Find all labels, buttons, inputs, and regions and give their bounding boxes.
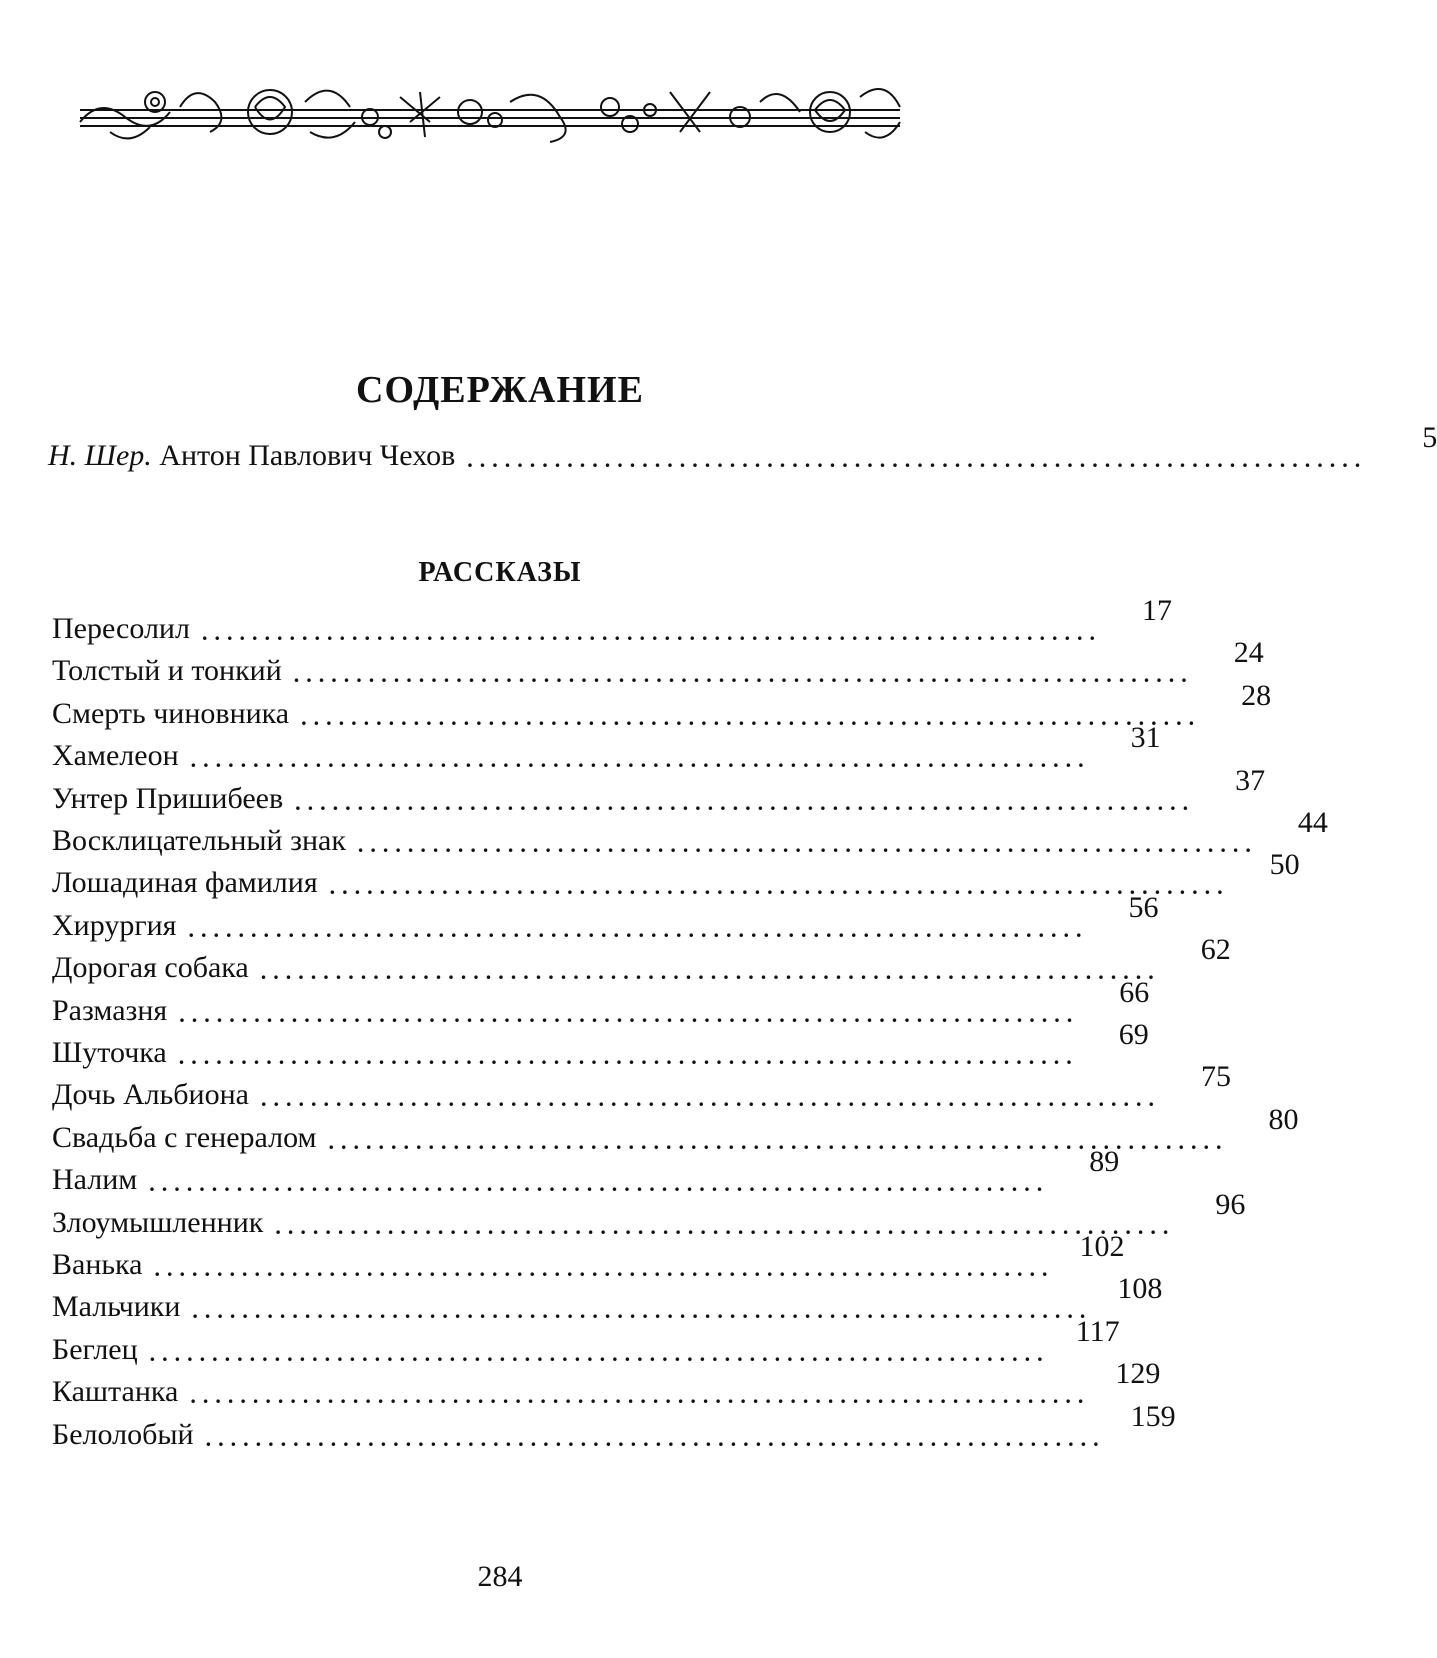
toc-entry-page: 69 xyxy=(1118,1018,1149,1051)
toc-entry-page: 50 xyxy=(1269,848,1300,882)
toc-entry[interactable] xyxy=(52,1272,1163,1327)
toc-entry-page: 37 xyxy=(1235,763,1266,797)
toc-entry-page: 24 xyxy=(1233,636,1264,670)
toc-entry-page: 89 xyxy=(1089,1145,1120,1179)
leader-dots: ........................................................................ xyxy=(467,447,1368,472)
toc-entry-author: Н. Шер. xyxy=(48,439,152,472)
leader-dots: ........................................................................ xyxy=(357,832,1258,857)
toc-entry-page: 129 xyxy=(1115,1357,1161,1391)
toc-entry-page: 66 xyxy=(1119,975,1150,1009)
toc-entry-intro[interactable] xyxy=(48,421,1437,476)
leader-dots: ........................................................................ xyxy=(201,620,1102,645)
page-title: СОДЕРЖАНИЕ xyxy=(356,369,644,411)
toc-entry-label: Белолобый xyxy=(52,1417,194,1451)
leader-dots: ........................................................................ xyxy=(301,704,1202,730)
toc-entry-label: Ванька xyxy=(52,1248,143,1281)
floral-border-icon xyxy=(70,62,910,162)
toc-entry-label: Шуточка xyxy=(52,1036,167,1069)
toc-entry-page: 80 xyxy=(1268,1102,1299,1136)
toc-entry[interactable] xyxy=(52,975,1150,1031)
leader-dots: ........................................................................ xyxy=(154,1256,1055,1281)
toc-entry[interactable] xyxy=(52,594,1172,649)
toc-entry[interactable] xyxy=(52,1060,1231,1115)
toc-entry-page: 75 xyxy=(1200,1060,1231,1094)
toc-entry-label: Каштанка xyxy=(52,1375,179,1409)
page-number: 284 xyxy=(477,1560,523,1593)
toc-entry-page: 62 xyxy=(1200,933,1231,967)
toc-entry-page: 5 xyxy=(1422,421,1437,454)
toc-entry-page: 56 xyxy=(1128,890,1159,924)
toc-entry-page: 96 xyxy=(1215,1187,1246,1221)
toc-entry[interactable] xyxy=(52,1230,1125,1285)
toc-entry-label: Лошадиная фамилия xyxy=(52,866,318,900)
toc-entry-page: 117 xyxy=(1075,1314,1120,1348)
toc-entry[interactable] xyxy=(52,678,1272,734)
toc-entry[interactable] xyxy=(52,1399,1176,1455)
leader-dots: ........................................................................ xyxy=(179,1001,1080,1027)
toc-entry-label: Пересолил xyxy=(52,612,190,645)
toc-entry-label: Толстый и тонкий xyxy=(52,654,282,688)
toc-entry-page: 28 xyxy=(1241,678,1272,712)
toc-entry-label: Унтер Пришибеев xyxy=(52,781,284,815)
toc-entry-label: Свадьба с генералом xyxy=(52,1120,317,1154)
leader-dots: ........................................................................ xyxy=(205,1425,1106,1451)
leader-dots: ........................................................................ xyxy=(149,1340,1050,1366)
toc-entry-page: 17 xyxy=(1141,594,1172,627)
toc-entry[interactable] xyxy=(52,721,1161,776)
toc-entry[interactable] xyxy=(52,1145,1120,1200)
toc-entry-label: Размазня xyxy=(52,993,168,1027)
toc-entry-label: Мальчики xyxy=(52,1290,181,1324)
toc-entry-label: Беглец xyxy=(52,1332,138,1366)
toc-entry-title: Антон Павлович Чехов xyxy=(159,439,456,472)
leader-dots: ........................................................................ xyxy=(188,916,1089,942)
toc-entry-label xyxy=(48,436,455,476)
toc-entry[interactable] xyxy=(52,1018,1149,1073)
leader-dots: ........................................................................ xyxy=(190,1383,1091,1409)
toc-entry-page: 31 xyxy=(1130,721,1161,755)
toc-entry-page: 102 xyxy=(1079,1230,1125,1263)
toc-entry[interactable] xyxy=(52,1314,1120,1370)
toc-entry[interactable] xyxy=(52,1102,1299,1158)
toc-entry[interactable] xyxy=(52,848,1300,903)
leader-dots: ........................................................................ xyxy=(192,1298,1093,1324)
leader-dots: ........................................................................ xyxy=(295,789,1196,815)
leader-dots: ........................................................................ xyxy=(260,1086,1161,1112)
leader-dots: ........................................................................ xyxy=(190,747,1091,773)
toc-entry-label: Хамелеон xyxy=(52,739,179,773)
leader-dots: ........................................................................ xyxy=(329,874,1230,900)
toc-entry-label: Налим xyxy=(52,1163,138,1197)
toc-entry[interactable] xyxy=(52,1357,1161,1412)
toc-entry[interactable] xyxy=(52,890,1159,946)
leader-dots: ........................................................................ xyxy=(293,662,1194,688)
leader-dots: ........................................................................ xyxy=(328,1128,1229,1154)
leader-dots: ........................................................................ xyxy=(178,1044,1079,1069)
toc-entry-page: 44 xyxy=(1297,806,1328,839)
toc-entry-label: Смерть чиновника xyxy=(52,696,290,730)
section-title: РАССКАЗЫ xyxy=(418,557,582,588)
toc-entry-label: Хирургия xyxy=(52,908,177,942)
toc-entry-page: 159 xyxy=(1130,1399,1176,1433)
toc-entry-label: Восклицательный знак xyxy=(52,824,346,857)
toc-entry[interactable] xyxy=(52,763,1266,819)
toc-entry[interactable] xyxy=(52,1187,1246,1243)
leader-dots: ........................................................................ xyxy=(260,959,1161,985)
toc-entry[interactable] xyxy=(52,933,1231,988)
leader-dots: ........................................................................ xyxy=(149,1171,1050,1197)
toc-entry-label: Злоумышленник xyxy=(52,1205,264,1239)
toc-entry[interactable] xyxy=(52,636,1264,691)
toc-entry-label: Дочь Альбиона xyxy=(52,1078,249,1112)
leader-dots: ........................................................................ xyxy=(275,1213,1176,1239)
toc-entry-label: Дорогая собака xyxy=(52,951,249,985)
toc-entry[interactable] xyxy=(52,806,1328,861)
toc-entry-page: 108 xyxy=(1117,1272,1163,1306)
